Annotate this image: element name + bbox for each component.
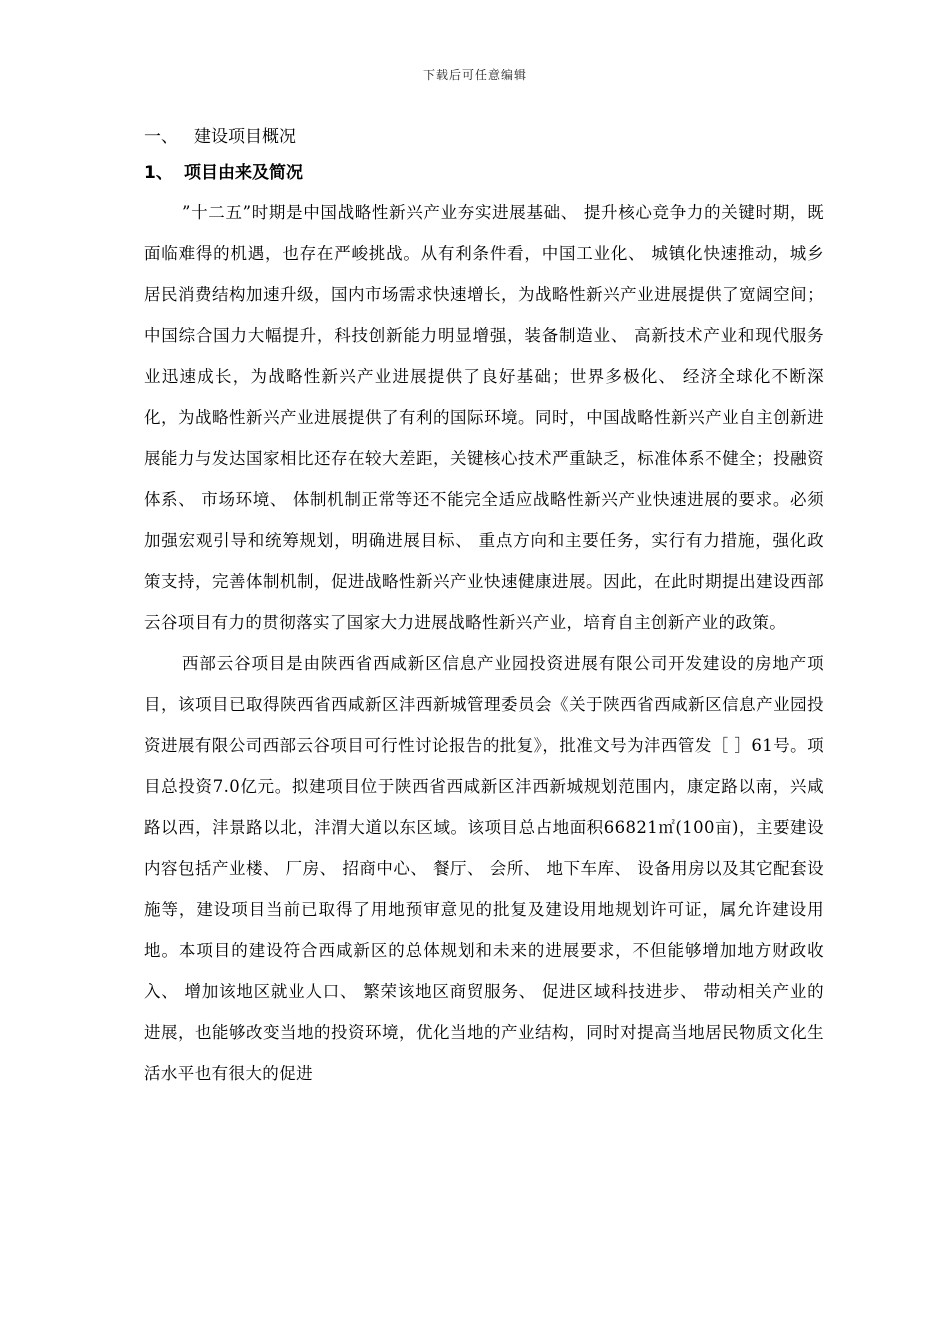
header-note: 下载后可任意编辑 xyxy=(422,68,527,82)
subsection-heading xyxy=(144,158,824,188)
section-number: 一、 xyxy=(144,127,178,147)
section-heading xyxy=(144,122,824,152)
section-title: 建设项目概况 xyxy=(194,127,296,147)
document-body xyxy=(144,122,824,1094)
paragraph: ”十二五”时期是中国战略性新兴产业夯实进展基础、 提升核心竞争力的关键时期，既面临难得的机遇，也存在严峻挑战。从有利条件看，中国工业化、 城镇化快速推动，城乡居民消费结构加速升级，国内市场需求快速增长，为战略性新兴产业进展提供了宽阔空间；中国综合国力大幅提升，科技创新能力明显增强，装备制造业、 高新技术产业和现代服务业迅速成长，为战略性新兴产业进展提供了良好基础；世界多极化、 经济全球化不断深化，为战略性新兴产业进展提供了有利的国际环境。同时，中国战略性新兴产业自主创新进展能力与发达国家相比还存在较大差距，关键核心技术严重缺乏，标准体系不健全；投融资体系、 市场环境、 体制机制正常等还不能完全适应战略性新兴产业快速进展的要求。必须加强宏观引导和统筹规划，明确进展目标、 重点方向和主要任务，实行有力措施，强化政策支持，完善体制机制，促进战略性新兴产业快速健康进展。因此，在此时期提出建设西部云谷项目有力的贯彻落实了国家大力进展战略性新兴产业，培育自主创新产业的政策。 xyxy=(144,203,824,632)
subsection-title: 项目由来及简况 xyxy=(184,163,303,183)
paragraph: 西部云谷项目是由陕西省西咸新区信息产业园投资进展有限公司开发建设的房地产项目，该项目已取得陕西省西咸新区沣西新城管理委员会《关于陕西省西咸新区信息产业园投资进展有限公司西部云谷项目可行性讨论报告的批复》，批准文号为沣西管发［ ］61号。项目总投资7.0亿元。拟建项目位于陕西省西咸新区沣西新城规划范围内，康定路以南，兴咸路以西，沣景路以北，沣渭大道以东区域。该项目总占地面积66821㎡(100亩)，主要建设内容包括产业楼、 厂房、 招商中心、 餐厅、 会所、 地下车库、 设备用房以及其它配套设施等，建设项目当前已取得了用地预审意见的批复及建设用地规划许可证，属允许建设用地。本项目的建设符合西咸新区的总体规划和未来的进展要求，不但能够增加地方财政收入、 增加该地区就业人口、 繁荣该地区商贸服务、 促进区域科技进步、 带动相关产业的进展，也能够改变当地的投资环境，优化当地的产业结构，同时对提高当地居民物质文化生活水平也有很大的促进 xyxy=(144,654,824,1083)
subsection-number: 1、 xyxy=(144,163,173,183)
